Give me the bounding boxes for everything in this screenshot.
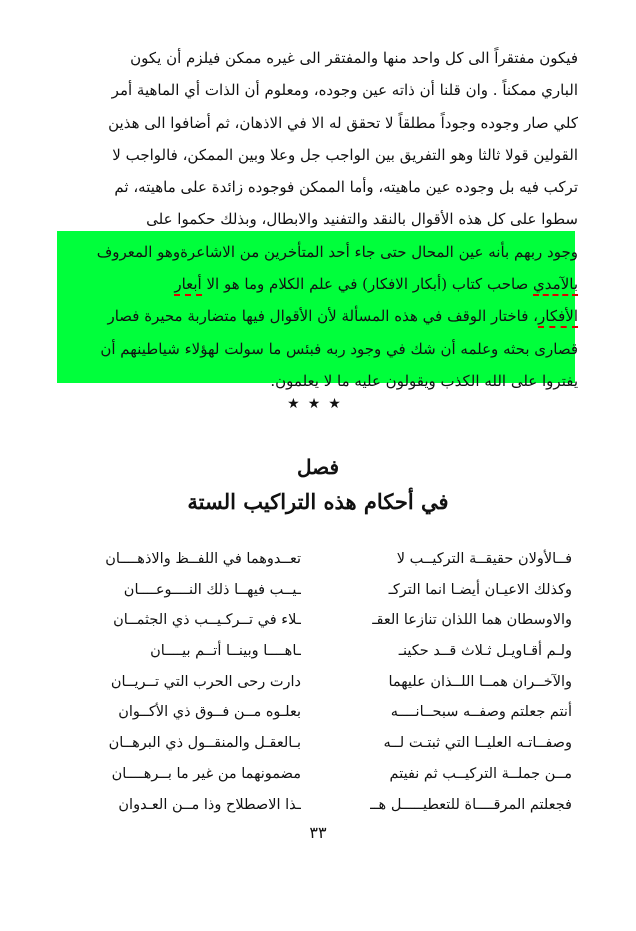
poem-verse: أنتم جعلتم وصفــه سبحــانــــه — [390, 704, 572, 721]
poem-verse: وكذلك الاعيـان أيضـا انما التركـ — [388, 581, 572, 598]
poem-verse: ـاهــــا وبينــا أتــم بيــــان — [150, 643, 301, 660]
poem-left-column — [51, 544, 301, 820]
poem-verse: بعلـوه مــن فــوق ذي الأكــوان — [118, 704, 301, 721]
poem-verse: مــن جملــة التركيــب ثم نفيتم — [389, 765, 572, 782]
prose-line-7-highlighted: وهو المعروف — [96, 242, 181, 261]
prose-paragraph — [58, 42, 578, 397]
section-title: فصل — [296, 455, 340, 479]
poem-verse: فجعلتم المرقــــاة للتعطيـــــل هــ — [370, 796, 572, 813]
poem-verse: ولـم أقـاويـل ثـلاث قــد حكينـ — [398, 643, 572, 660]
poem-verse: ـلاء في تــركـيــب ذي الجثمــان — [113, 612, 301, 629]
poem-verse: والاوسطان هما اللذان تنازعا العقـ — [372, 612, 572, 629]
prose-line-8-text: صاحب كتاب (أبكار الافكار) في علم الكلام وما هو الا — [201, 275, 534, 294]
poem-verse: دارت رحى الحرب التي تــريــان — [110, 673, 301, 690]
section-divider-stars: ★★★ — [287, 396, 349, 412]
prose-line-10: قصارى بحثه وعلمه أن شك في وجود ربه فبئس ما سولت لهؤلاء شياطينهم أن — [100, 339, 578, 358]
poem-verse: ـيــب فيهــا ذلك النــــوعــــان — [123, 581, 301, 598]
prose-line-9 — [58, 300, 578, 332]
prose-line-11: يفتروا على الله الكذب ويقولون عليه ما لا يعلمون. — [270, 371, 578, 390]
prose-line-7-text: وجود ربهم بأنه عين المحال حتى جاء أحد المتأخرين من الاشاعرة — [180, 242, 578, 261]
poem-verse: وصفــاتـه العليــا التي ثبتـت لــه — [383, 735, 572, 752]
poem-right-column — [322, 544, 572, 820]
prose-line: الباري ممكناً . وان قلنا أن ذاته عين وجوده، ومعلوم أن الذات أي الماهية أمر — [111, 81, 578, 100]
section-subtitle: في أحكام هذه التراكيب الستة — [187, 489, 449, 514]
underlined-amidi: بالآمدي — [533, 275, 578, 296]
page-number: ٣٣ — [309, 823, 327, 842]
prose-line: كلي صار وجوده وجوداً مطلقاً لا تحقق له الا في الاذهان، ثم أضافوا الى هذين — [108, 113, 578, 132]
prose-line: فيكون مفتقراً الى كل واحد منها والمفتقر الى غيره ممكن فيلزم أن يكون — [130, 49, 578, 67]
poem-verse: والآخــران همــا اللــذان عليهما — [388, 673, 572, 690]
prose-line: سطوا على كل هذه الأقوال بالنقد والتفنيد والابطال، وبذلك حكموا على — [146, 210, 578, 229]
prose-line-8 — [58, 268, 578, 300]
poem-verse: ـذا الاصطلاح وذا مــن العـدوان — [118, 796, 301, 813]
underlined-afkar: الأفكار — [538, 307, 578, 328]
poem-verse: تعــدوهما في اللفــظ والاذهــــان — [105, 551, 301, 567]
poem-verse: مضمونهما من غير ما بــرهــــان — [111, 765, 301, 782]
prose-line: القولين قولا ثالثا وهو التفريق بين الواجب جل وعلا وبين الممكن، فالواجب لا — [112, 145, 578, 164]
underlined-abaar: أبعار — [174, 275, 201, 296]
prose-line-9-text: ، فاختار الوقف في هذه المسألة لأن الأقوال فيها متضاربة محيرة فصار — [107, 307, 538, 326]
prose-line: تركب فيه بل وجوده عين ماهيته، وأما الممكن فوجوده زائدة على ماهيته، ثم — [114, 178, 578, 197]
prose-line-7 — [58, 236, 578, 268]
poem-verse: بـالعقـل والمنقــول ذي البرهــان — [108, 735, 301, 752]
poem-verse: فــالأولان حقيقــة التركيــب لا — [396, 551, 572, 567]
